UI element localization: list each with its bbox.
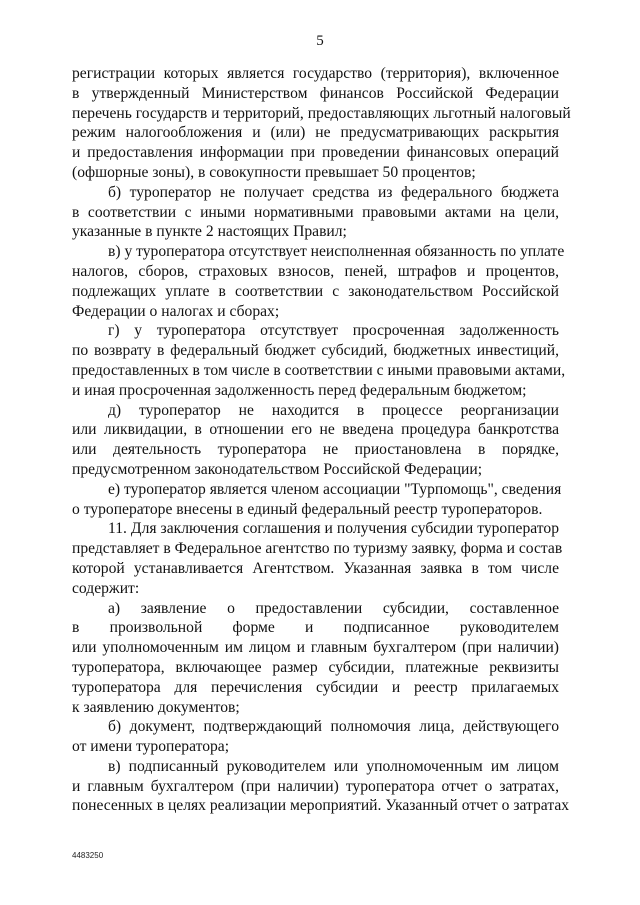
text-line: Федерации о налогах и сборах; [72, 302, 280, 320]
text-line: представляет в Федеральное агентство по туризму заявку, форма и состав [72, 540, 563, 558]
text-line: б) туроператор не получает средства из федерального бюджета [108, 183, 559, 201]
text-line: подлежащих уплате в соответствии с законодательством Российской [72, 282, 559, 300]
text-line: г) у туроператора отсутствует просроченная задолженность [108, 322, 559, 340]
text-line: содержит: [72, 579, 140, 597]
text-line: в) у туроператора отсутствует неисполненная обязанность по уплате [108, 243, 565, 261]
text-line: налогов, сборов, страховых взносов, пеней, штрафов и процентов, [72, 262, 559, 280]
text-line: указанные в пункте 2 настоящих Правил; [72, 223, 347, 241]
text-line: 11. Для заключения соглашения и получения субсидии туроператор [108, 520, 559, 538]
text-line: предоставленных в том числе в соответствии с иными правовыми актами, [72, 361, 566, 379]
text-line: и иная просроченная задолженность перед федеральным бюджетом; [72, 381, 527, 399]
text-line: е) туроператор является членом ассоциации "Турпомощь", сведения [108, 480, 562, 498]
text-line: или уполномоченным им лицом и главным бухгалтером (при наличии) [72, 639, 559, 657]
text-line: или деятельность туроператора не приостановлена в порядке, [72, 441, 559, 459]
text-line: в) подписанный руководителем или уполномоченным им лицом [108, 757, 559, 775]
text-line: и главным бухгалтером (при наличии) туроператора отчет о затратах, [72, 777, 559, 795]
text-line: или ликвидации, в отношении его не введена процедура банкротства [72, 421, 559, 439]
text-line: режим налогообложения и (или) не предусматривающих раскрытия [72, 124, 559, 142]
text-line: о туроператоре внесены в единый федеральный реестр туроператоров. [72, 500, 543, 518]
text-line: по возврату в федеральный бюджет субсидий, бюджетных инвестиций, [72, 342, 559, 360]
text-line: в утвержденный Министерством финансов Российской Федерации [72, 84, 559, 102]
text-line: (офшорные зоны), в совокупности превышает 50 процентов; [72, 163, 476, 181]
text-line: туроператора, включающее размер субсидии, платежные реквизиты [72, 658, 559, 676]
text-line: к заявлению документов; [72, 698, 240, 716]
text-line: б) документ, подтверждающий полномочия лица, действующего [108, 718, 559, 736]
text-line: д) туроператор не находится в процессе реорганизации [108, 401, 559, 419]
text-line: а) заявление о предоставлении субсидии, составленное [108, 599, 559, 617]
text-line: в произвольной форме и подписанное руководителем [72, 619, 559, 637]
text-line: от имени туроператора; [72, 738, 230, 756]
text-line: туроператора для перечисления субсидии и реестр прилагаемых [72, 678, 559, 696]
text-line: и предоставления информации при проведении финансовых операций [72, 144, 559, 162]
text-line: предусмотренном законодательством Российской Федерации; [72, 460, 483, 478]
text-line: регистрации которых является государство (территория), включенное [72, 65, 559, 82]
page-number: 5 [316, 33, 324, 49]
text-line: в соответствии с иными нормативными правовыми актами на цели, [72, 203, 559, 221]
text-line: которой устанавливается Агентством. Указанная заявка в том числе [72, 559, 559, 577]
document-body [72, 64, 571, 816]
text-line: перечень государств и территорий, предоставляющих льготный налоговый [72, 104, 571, 122]
document-code: 4483250 [72, 851, 104, 860]
text-line: понесенных в целях реализации мероприятий. Указанный отчет о затратах [72, 797, 570, 815]
